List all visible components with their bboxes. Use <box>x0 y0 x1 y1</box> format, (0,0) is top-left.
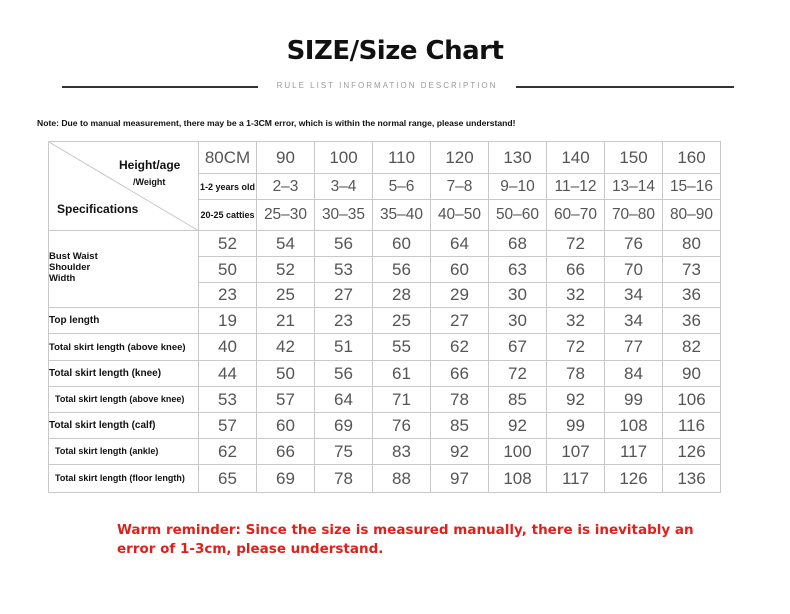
value-cell: 76 <box>605 231 663 257</box>
value-cell: 56 <box>373 257 431 283</box>
table-row <box>49 465 721 493</box>
rule-subtitle: RULE LIST INFORMATION DESCRIPTION <box>276 81 498 90</box>
value-cell: 126 <box>605 465 663 493</box>
weight-label: /Weight <box>133 177 166 187</box>
age-range-cell: 13–14 <box>605 174 663 200</box>
age-range-cell: 3–4 <box>315 174 373 200</box>
value-cell: 57 <box>199 413 257 439</box>
size-cell: 80CM <box>199 142 257 174</box>
value-cell: 97 <box>431 465 489 493</box>
value-cell: 78 <box>431 387 489 413</box>
warm-reminder: Warm reminder: Since the size is measured manually, there is inevitably an error of 1-3cm, please understand. <box>117 522 694 557</box>
value-cell: 63 <box>489 257 547 283</box>
age-range-cell: 5–6 <box>373 174 431 200</box>
value-cell: 90 <box>663 361 721 387</box>
value-cell: 100 <box>489 439 547 465</box>
value-cell: 80 <box>663 231 721 257</box>
value-cell: 108 <box>489 465 547 493</box>
weight-range-cell: 60–70 <box>547 200 605 231</box>
weight-range-cell: 40–50 <box>431 200 489 231</box>
value-cell: 23 <box>315 308 373 334</box>
size-header-row <box>49 142 721 174</box>
table-row <box>49 334 721 361</box>
skirt-ankle-label: Total skirt length (ankle) <box>49 439 199 465</box>
value-cell: 75 <box>315 439 373 465</box>
value-cell: 62 <box>431 334 489 361</box>
table-row <box>49 231 721 257</box>
size-cell: 130 <box>489 142 547 174</box>
value-cell: 23 <box>199 283 257 308</box>
weight-range-cell: 20-25 catties <box>199 200 257 231</box>
value-cell: 60 <box>373 231 431 257</box>
rule-line-right <box>516 86 734 88</box>
value-cell: 99 <box>547 413 605 439</box>
shoulder-label-line: Shoulder <box>49 262 91 273</box>
value-cell: 116 <box>663 413 721 439</box>
value-cell: 40 <box>199 334 257 361</box>
skirt-above-knee-label: Total skirt length (above knee) <box>49 334 199 361</box>
value-cell: 53 <box>315 257 373 283</box>
size-cell: 100 <box>315 142 373 174</box>
value-cell: 36 <box>663 308 721 334</box>
value-cell: 70 <box>605 257 663 283</box>
value-cell: 92 <box>431 439 489 465</box>
value-cell: 108 <box>605 413 663 439</box>
age-range-cell: 15–16 <box>663 174 721 200</box>
value-cell: 77 <box>605 334 663 361</box>
value-cell: 68 <box>489 231 547 257</box>
rule-line-left <box>62 86 258 88</box>
value-cell: 25 <box>257 283 315 308</box>
value-cell: 78 <box>547 361 605 387</box>
measurement-note: Note: Due to manual measurement, there may be a 1-3CM error, which is within the normal range, please understand! <box>37 118 516 128</box>
value-cell: 72 <box>547 231 605 257</box>
height-age-label: Height/age <box>119 158 181 172</box>
size-cell: 150 <box>605 142 663 174</box>
table-row <box>49 439 721 465</box>
table-row <box>49 413 721 439</box>
diagonal-divider <box>49 142 199 231</box>
value-cell: 85 <box>431 413 489 439</box>
value-cell: 83 <box>373 439 431 465</box>
weight-range-cell: 50–60 <box>489 200 547 231</box>
value-cell: 99 <box>605 387 663 413</box>
value-cell: 72 <box>547 334 605 361</box>
value-cell: 92 <box>547 387 605 413</box>
value-cell: 106 <box>663 387 721 413</box>
age-range-cell: 7–8 <box>431 174 489 200</box>
value-cell: 92 <box>489 413 547 439</box>
age-range-cell: 1-2 years old <box>199 174 257 200</box>
bust-waist-shoulder-label <box>49 231 199 308</box>
skirt-knee-label: Total skirt length (knee) <box>49 361 199 387</box>
width-label-line: Width <box>49 273 76 284</box>
value-cell: 136 <box>663 465 721 493</box>
value-cell: 34 <box>605 283 663 308</box>
value-cell: 27 <box>431 308 489 334</box>
value-cell: 60 <box>257 413 315 439</box>
value-cell: 84 <box>605 361 663 387</box>
value-cell: 25 <box>373 308 431 334</box>
table-row <box>49 387 721 413</box>
value-cell: 66 <box>431 361 489 387</box>
size-cell: 90 <box>257 142 315 174</box>
value-cell: 72 <box>489 361 547 387</box>
size-chart-table <box>48 141 721 493</box>
value-cell: 21 <box>257 308 315 334</box>
value-cell: 51 <box>315 334 373 361</box>
value-cell: 117 <box>547 465 605 493</box>
value-cell: 28 <box>373 283 431 308</box>
value-cell: 117 <box>605 439 663 465</box>
value-cell: 54 <box>257 231 315 257</box>
value-cell: 66 <box>547 257 605 283</box>
value-cell: 52 <box>257 257 315 283</box>
value-cell: 82 <box>663 334 721 361</box>
bust-waist-label-line: Bust Waist <box>49 251 98 262</box>
value-cell: 29 <box>431 283 489 308</box>
value-cell: 76 <box>373 413 431 439</box>
weight-range-cell: 35–40 <box>373 200 431 231</box>
value-cell: 32 <box>547 308 605 334</box>
value-cell: 71 <box>373 387 431 413</box>
size-cell: 160 <box>663 142 721 174</box>
value-cell: 78 <box>315 465 373 493</box>
value-cell: 61 <box>373 361 431 387</box>
table-row <box>49 308 721 334</box>
value-cell: 73 <box>663 257 721 283</box>
value-cell: 57 <box>257 387 315 413</box>
value-cell: 64 <box>315 387 373 413</box>
weight-range-cell: 80–90 <box>663 200 721 231</box>
value-cell: 64 <box>431 231 489 257</box>
age-range-cell: 2–3 <box>257 174 315 200</box>
top-length-label: Top length <box>49 308 199 334</box>
value-cell: 67 <box>489 334 547 361</box>
value-cell: 69 <box>257 465 315 493</box>
value-cell: 69 <box>315 413 373 439</box>
table-row <box>49 361 721 387</box>
value-cell: 55 <box>373 334 431 361</box>
value-cell: 36 <box>663 283 721 308</box>
value-cell: 32 <box>547 283 605 308</box>
value-cell: 66 <box>257 439 315 465</box>
value-cell: 34 <box>605 308 663 334</box>
value-cell: 53 <box>199 387 257 413</box>
value-cell: 88 <box>373 465 431 493</box>
header-corner-cell <box>49 142 199 231</box>
value-cell: 85 <box>489 387 547 413</box>
age-range-cell: 11–12 <box>547 174 605 200</box>
page-title: SIZE/Size Chart <box>286 36 504 66</box>
skirt-floor-length-label: Total skirt length (floor length) <box>49 465 199 493</box>
value-cell: 42 <box>257 334 315 361</box>
size-cell: 140 <box>547 142 605 174</box>
value-cell: 62 <box>199 439 257 465</box>
value-cell: 126 <box>663 439 721 465</box>
value-cell: 50 <box>257 361 315 387</box>
age-range-cell: 9–10 <box>489 174 547 200</box>
value-cell: 107 <box>547 439 605 465</box>
weight-range-cell: 25–30 <box>257 200 315 231</box>
size-cell: 120 <box>431 142 489 174</box>
skirt-calf-label: Total skirt length (calf) <box>49 413 199 439</box>
value-cell: 65 <box>199 465 257 493</box>
value-cell: 19 <box>199 308 257 334</box>
value-cell: 44 <box>199 361 257 387</box>
weight-range-cell: 70–80 <box>605 200 663 231</box>
value-cell: 27 <box>315 283 373 308</box>
weight-range-cell: 30–35 <box>315 200 373 231</box>
skirt-above-knee-label-2: Total skirt length (above knee) <box>49 387 199 413</box>
value-cell: 56 <box>315 231 373 257</box>
specifications-label: Specifications <box>57 202 139 216</box>
value-cell: 50 <box>199 257 257 283</box>
size-cell: 110 <box>373 142 431 174</box>
value-cell: 52 <box>199 231 257 257</box>
value-cell: 30 <box>489 308 547 334</box>
value-cell: 56 <box>315 361 373 387</box>
value-cell: 60 <box>431 257 489 283</box>
value-cell: 30 <box>489 283 547 308</box>
